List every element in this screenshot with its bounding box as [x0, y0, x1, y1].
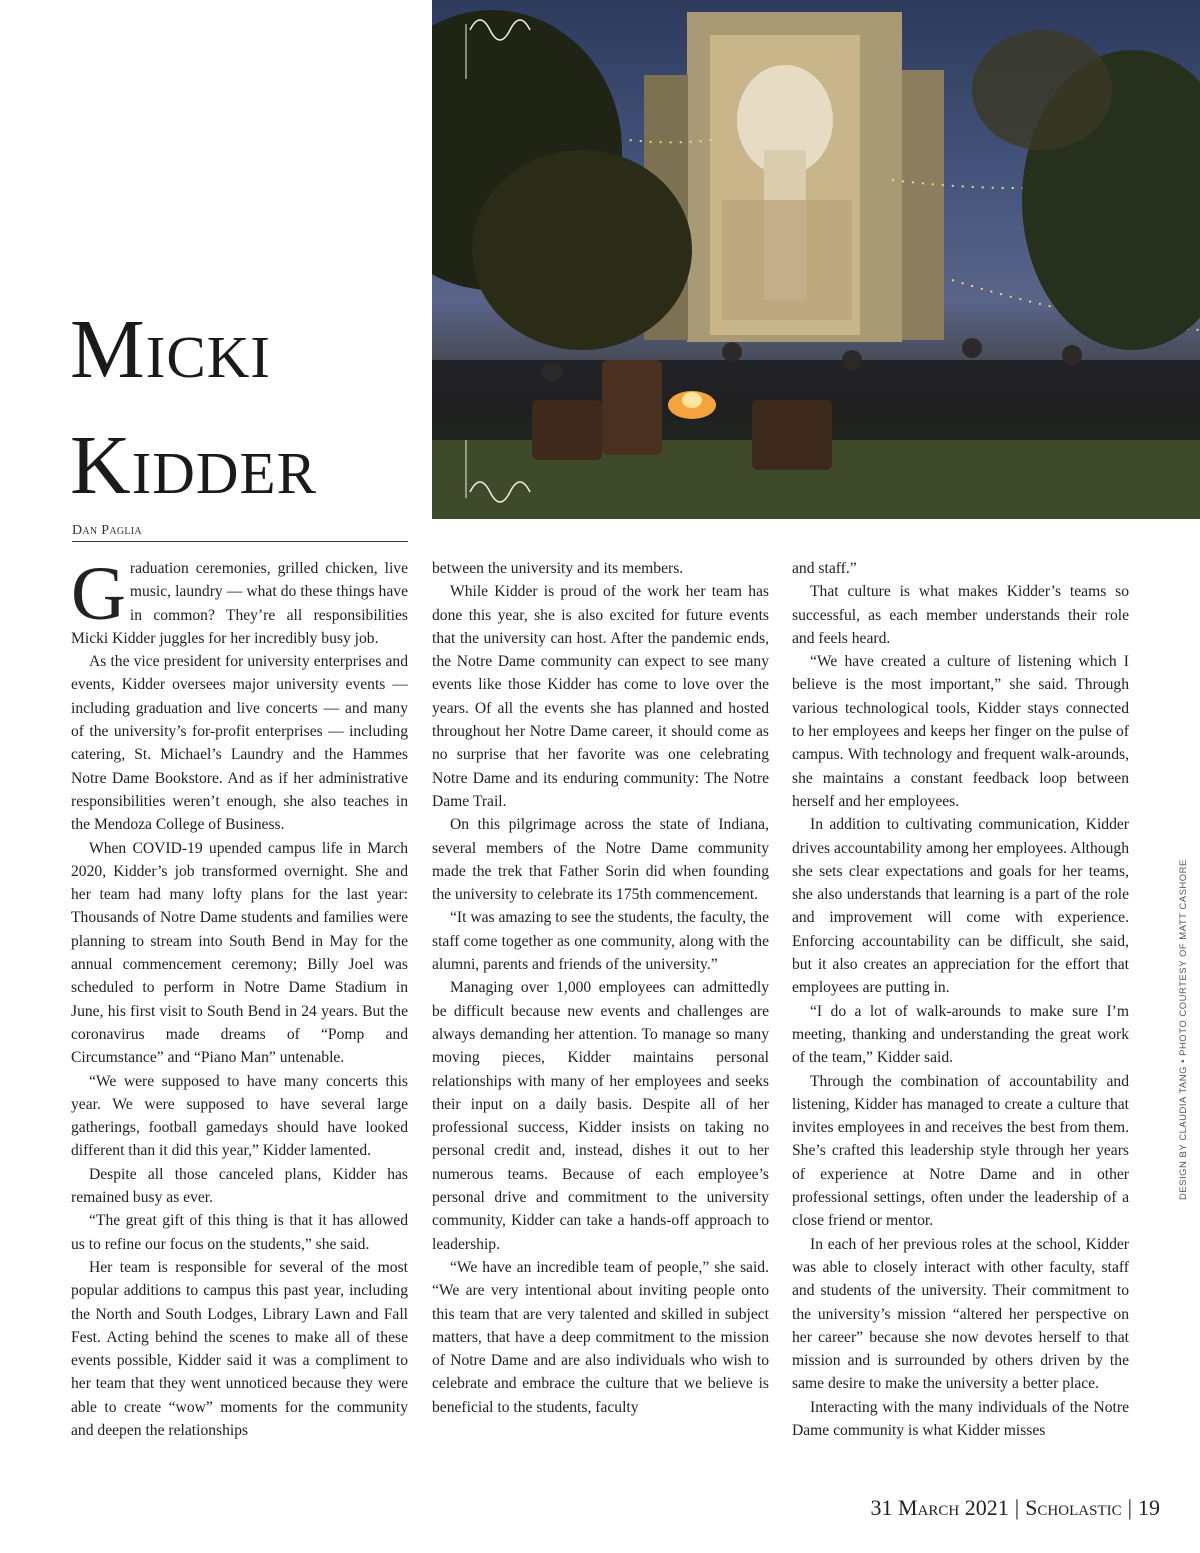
byline: Dan Paglia	[72, 523, 408, 542]
paragraph: “We have created a culture of listening which I believe is the most important,” she said. Through various technological tools, Kidder stays connected to her employees and keeps her finger on the pulse of campus. With technology and frequent walk-arounds, she maintains a constant feedback loop between herself and her employees.	[792, 653, 1129, 810]
paragraph: Through the combination of accountability and listening, Kidder has managed to create a culture that invites employees in and receives the best from them. She’s crafted this leadership style through her years of experience at Notre Dame and in other professional settings, often under the leadership of a close friend or mentor.	[792, 1072, 1129, 1230]
article-title	[70, 292, 420, 524]
article-column-3	[792, 557, 1129, 1477]
title-line-2: Kidder	[70, 419, 317, 512]
hero-photo	[432, 0, 1200, 519]
page-footer	[871, 1495, 1160, 1521]
paragraph: Graduation ceremonies, grilled chicken, live music, laundry — what do these things have in common? They’re all responsibilities Micki Kidder juggles for her incredibly busy job.	[71, 557, 408, 647]
design-photo-credit: DESIGN BY CLAUDIA TANG • PHOTO COURTESY OF MATT CASHORE	[1178, 859, 1189, 1200]
publication-name: Scholastic	[1025, 1495, 1122, 1520]
page-number: 19	[1138, 1495, 1160, 1520]
paragraph: In addition to cultivating communication, Kidder drives accountability among her employees. Although she sets clear expectations and goals for her teams, she also understands that learning is a part of the role and improvement will come with experience. Enforcing accountability can be difficult, she said, but it also creates an appreciation for the effort that employees are putting in.	[792, 816, 1129, 997]
adirondack-chair	[602, 360, 662, 455]
paragraph: and staff.”	[792, 560, 857, 577]
paragraph: Her team is responsible for several of the most popular additions to campus this past year, including the North and South Lodges, Library Lawn and Fall Fest. Acting behind the scenes to make all of these events possible, Kidder said it was a compliment to her team that they went unnoticed because they were able to create “wow” moments for the community and deepen the relationships	[71, 1258, 408, 1439]
paragraph: Despite all those canceled plans, Kidder has remained busy as ever.	[71, 1165, 408, 1207]
paragraph: “We were supposed to have many concerts this year. We were supposed to have several large gatherings, football gamedays should have looked different than it did this year,” Kidder lamented.	[71, 1072, 408, 1160]
paragraph: “It was amazing to see the students, the faculty, the staff come together as one community, along with the alumni, parents and friends of the university.”	[432, 909, 769, 974]
footer-separator: |	[1127, 1495, 1132, 1520]
paragraph: While Kidder is proud of the work her team has done this year, she is also excited for future events that the university can host. After the pandemic ends, the Notre Dame community can expect to see many events like those Kidder has come to love over the years. Of all the events she has planned and hosted throughout her Notre Dame career, it should come as no surprise that her favorite was one celebrating Notre Dame and its enduring community: The Notre Dame Trail.	[432, 583, 769, 810]
issue-date: 31 March 2021	[870, 1495, 1009, 1520]
paragraph: In each of her previous roles at the school, Kidder was able to closely interact with other faculty, staff and students of the university. Their commitment to the university’s mission “altered her perspective on her career” because she now devotes herself to that mission and is surrounded by others driven by the same desire to make the university a better place.	[792, 1235, 1129, 1393]
paragraph: When COVID-19 upended campus life in March 2020, Kidder’s job transformed overnight. She and her team had many lofty plans for the last year: Thousands of Notre Dame students and families were planning to stream into South Bend in May for the annual commencement ceremony; Billy Joel was scheduled to perform in Notre Dame Stadium in June, his first visit to South Bend in 24 years. But the coronavirus made dreams of “Pomp and Circumstance” and “Piano Man” untenable.	[71, 839, 408, 1067]
campus-night-scene	[432, 0, 1200, 519]
drop-cap: G	[71, 557, 126, 636]
paragraph: As the vice president for university enterprises and events, Kidder oversees major university events — including graduation and live concerts — and many of the university’s for-profit enterprises — including catering, St. Michael’s Laundry and the Hammes Notre Dame Bookstore. And as if her administrative responsibilities weren’t enough, she also teaches in the Mendoza College of Business.	[71, 653, 408, 834]
paragraph: Interacting with the many individuals of the Notre Dame community is what Kidder misses	[792, 1398, 1129, 1439]
paragraph: “We have an incredible team of people,” she said. “We are very intentional about inviting people onto this team that are very talented and skilled in subject matters, that have a deep commitment to the mission of Notre Dame and are also individuals who wish to celebrate and embrace the culture that we believe is beneficial to the students, faculty	[432, 1258, 769, 1416]
paragraph: On this pilgrimage across the state of Indiana, several members of the Notre Dame community made the trek that Father Sorin did when founding the university to celebrate its 175th commencement.	[432, 816, 769, 904]
paragraph: Managing over 1,000 employees can admittedly be difficult because new events and challenges are always demanding her attention. To manage so many moving pieces, Kidder maintains personal relationships with many of her employees and seeks their input on a daily basis. Despite all of her professional success, Kidder insists on taking no personal credit and, instead, dishes it out to her numerous teams. Because of each employee’s personal drive and commitment to the university community, Kidder can take a hands-off approach to leadership.	[432, 979, 769, 1253]
paragraph: between the university and its members.	[432, 560, 684, 577]
footer-separator: |	[1014, 1495, 1020, 1520]
article-column-2	[432, 557, 769, 1477]
paragraph: “I do a lot of walk-arounds to make sure I’m meeting, thanking and understanding the great work of the team,” Kidder said.	[792, 1002, 1129, 1067]
title-line-1: Micki	[70, 303, 271, 396]
article-column-1	[71, 557, 408, 1477]
paragraph: “The great gift of this thing is that it has allowed us to refine our focus on the students,” she said.	[71, 1212, 408, 1253]
paragraph: That culture is what makes Kidder’s teams so successful, as each member understands their role and feels heard.	[792, 583, 1129, 647]
